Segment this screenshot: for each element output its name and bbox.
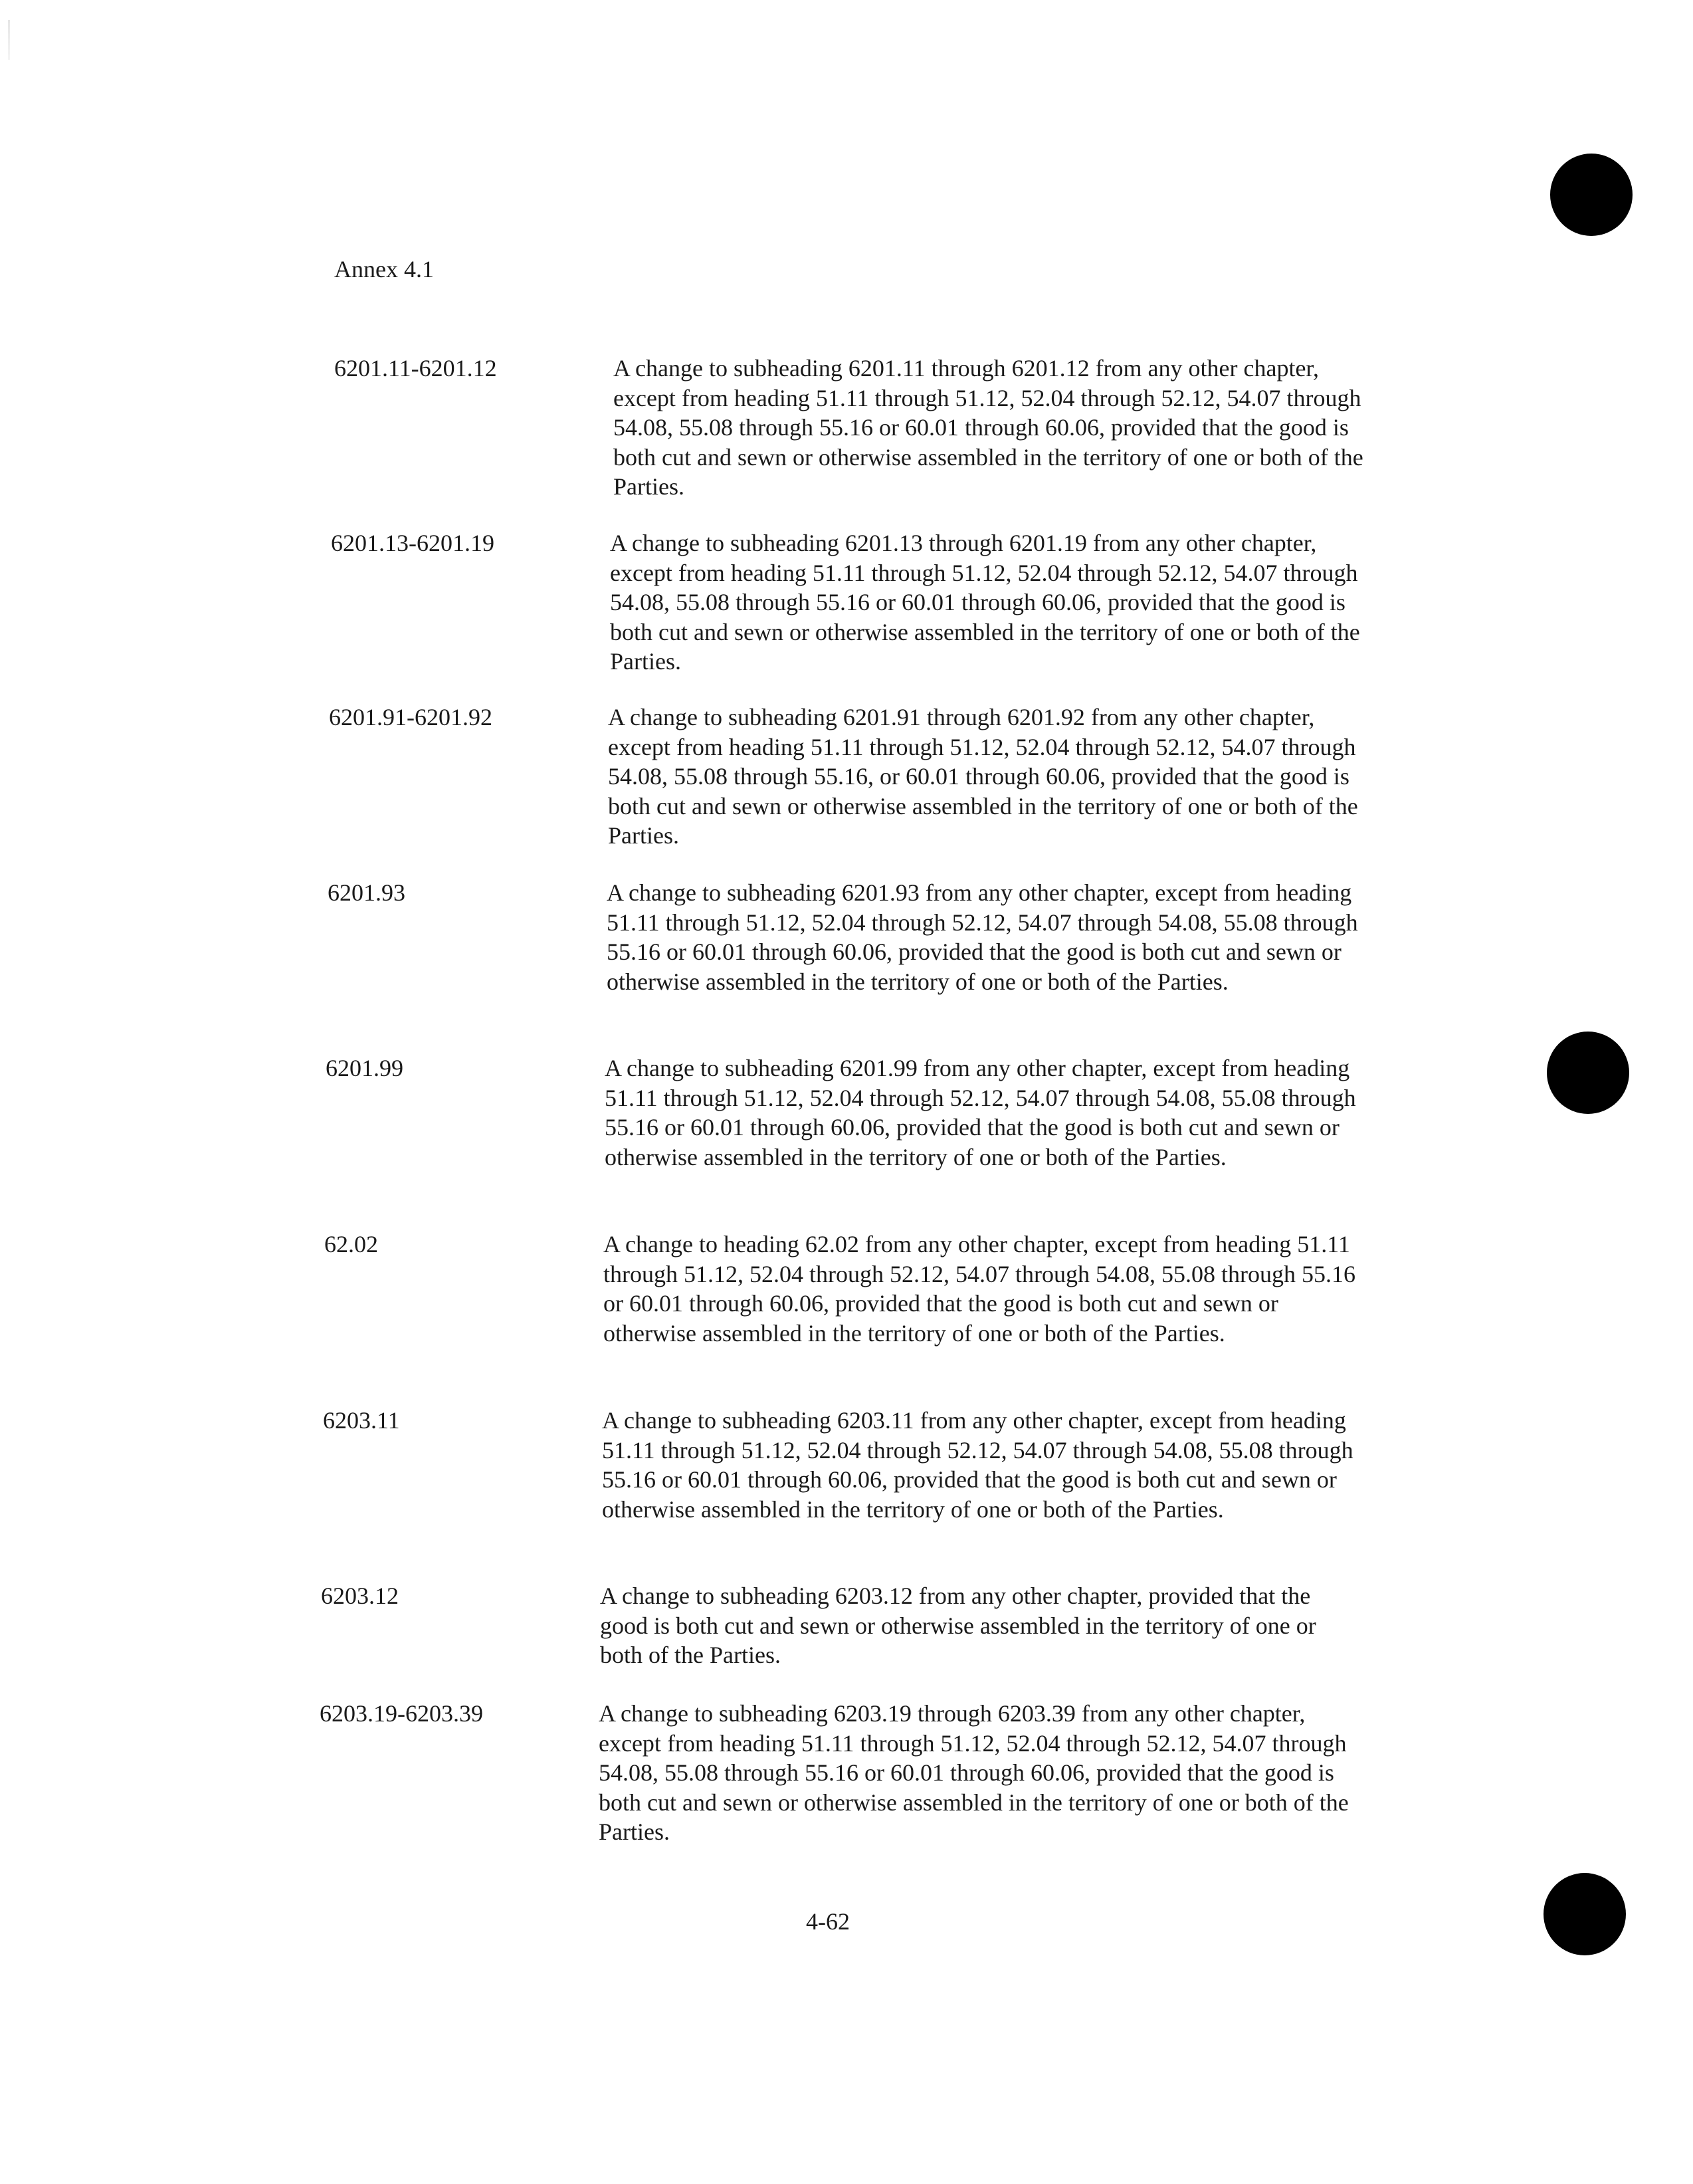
rule-code: 6203.12 xyxy=(321,1583,399,1609)
punch-hole-middle xyxy=(1547,1032,1629,1114)
annex-title: Annex 4.1 xyxy=(334,256,434,282)
rule-text: A change to subheading 6201.11 through 6201.12 from any other chapter, except from heading 51.11 through 51.12, 52.04 through 52.12, 54.07 through 54.08, 55.08 through 55.16 or 60.01 through 60.06, provided that the good is both cut and sewn or otherwise assembled in the territory of one or both of the Parties. xyxy=(613,355,1363,500)
punch-hole-bottom xyxy=(1544,1873,1626,1955)
rule-code: 6201.99 xyxy=(326,1055,403,1081)
rule-text: A change to heading 62.02 from any other chapter, except from heading 51.11 through 51.12, 52.04 through 52.12, 54.07 through 54.08, 55.08 through 55.16 or 60.01 through 60.06, provided that the good is both cut and sewn or otherwise assembled in the territory of one or both of the Parties. xyxy=(603,1231,1355,1347)
rule-text: A change to subheading 6201.91 through 6201.92 from any other chapter, except from heading 51.11 through 51.12, 52.04 through 52.12, 54.07 through 54.08, 55.08 through 55.16, or 60.01 through 60.06, provided that the good is both cut and sewn or otherwise assembled in the territory of one or both of the Parties. xyxy=(608,704,1358,849)
rule-code: 6201.91-6201.92 xyxy=(329,704,492,730)
rule-text: A change to subheading 6201.13 through 6201.19 from any other chapter, except from heading 51.11 through 51.12, 52.04 through 52.12, 54.07 through 54.08, 55.08 through 55.16 or 60.01 through 60.06, provided that the good is both cut and sewn or otherwise assembled in the territory of one or both of the Parties. xyxy=(610,530,1360,675)
page-number: 4-62 xyxy=(806,1908,850,1935)
scan-edge-mark xyxy=(8,20,10,60)
rule-text: A change to subheading 6203.12 from any other chapter, provided that the good is both cut and sewn or otherwise assembled in the territory of one or both of the Parties. xyxy=(600,1583,1316,1668)
rule-code: 6201.13-6201.19 xyxy=(331,530,494,556)
rule-text: A change to subheading 6201.99 from any other chapter, except from heading 51.11 through 51.12, 52.04 through 52.12, 54.07 through 54.08, 55.08 through 55.16 or 60.01 through 60.06, provided that the good is both cut and sewn or otherwise assembled in the territory of one or both of the Parties. xyxy=(605,1055,1356,1170)
rule-code: 6201.93 xyxy=(328,879,405,906)
punch-hole-top xyxy=(1550,154,1633,236)
rule-code: 6203.19-6203.39 xyxy=(320,1700,483,1727)
rule-code: 6203.11 xyxy=(323,1407,400,1434)
rule-code: 6201.11-6201.12 xyxy=(334,355,497,382)
rule-text: A change to subheading 6203.11 from any other chapter, except from heading 51.11 through 51.12, 52.04 through 52.12, 54.07 through 54.08, 55.08 through 55.16 or 60.01 through 60.06, provided that the good is both cut and sewn or otherwise assembled in the territory of one or both of the Parties. xyxy=(602,1407,1353,1523)
rule-code: 62.02 xyxy=(324,1231,378,1257)
rule-text: A change to subheading 6201.93 from any other chapter, except from heading 51.11 through 51.12, 52.04 through 52.12, 54.07 through 54.08, 55.08 through 55.16 or 60.01 through 60.06, provided that the good is both cut and sewn or otherwise assembled in the territory of one or both of the Parties. xyxy=(607,879,1358,995)
rule-text: A change to subheading 6203.19 through 6203.39 from any other chapter, except from heading 51.11 through 51.12, 52.04 through 52.12, 54.07 through 54.08, 55.08 through 55.16 or 60.01 through 60.06, provided that the good is both cut and sewn or otherwise assembled in the territory of one or both of the Parties. xyxy=(599,1700,1349,1845)
